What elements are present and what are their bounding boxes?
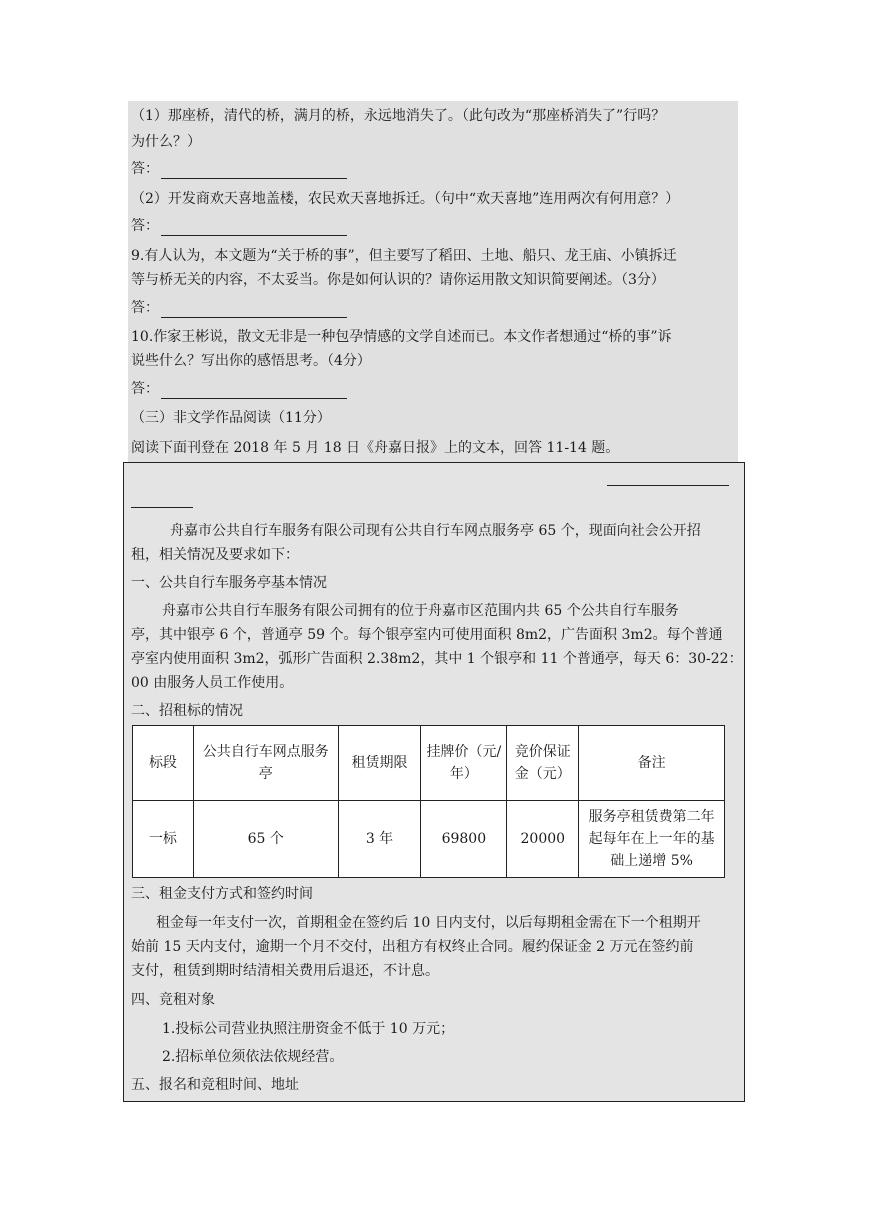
table-cell: 一标 — [133, 801, 194, 878]
reading-intro: 阅读下面刊登在 2018 年 5 月 18 日《舟嘉日报》上的文本，回答 11-14 题。 — [131, 440, 620, 456]
table-cell: 20000 — [507, 801, 579, 878]
answer-label: 答： — [131, 218, 159, 234]
table-header-cell: 挂牌价（元/年） — [421, 726, 507, 801]
question-2: （2）开发商欢天喜地盖楼，农民欢天喜地拆迁。（句中“欢天喜地”连用两次有何用意？） — [131, 191, 680, 207]
table-header-cell: 备注 — [579, 726, 725, 801]
article-box — [123, 462, 745, 1102]
question-9-line-1: 9.有人认为，本文题为“关于桥的事”，但主要写了稻田、土地、船只、龙王庙、小镇拆迁 — [131, 248, 677, 264]
answer-row-10[interactable] — [131, 379, 739, 399]
article-paragraph-3-line-3: 支付，租赁到期时结清相关费用后退还，不计息。 — [131, 963, 439, 979]
table-header-row — [133, 726, 725, 801]
article-paragraph-2-line-2: 亭，其中银亭 6 个，普通亭 59 个。每个银亭室内可使用面积 8m2，广告面积 3m2。每个普通 — [131, 627, 723, 643]
answer-label: 答： — [131, 300, 159, 316]
answer-blank[interactable] — [161, 164, 347, 179]
question-10-line-1: 10.作家王彬说，散文无非是一种包孕情感的文学自述而已。本文作者想通过“桥的事”诉 — [131, 329, 672, 345]
answer-label: 答： — [131, 161, 159, 177]
article-paragraph-3-line-1: 租金每一年支付一次，首期租金在签约后 10 日内支付，以后每期租金需在下一个租期开 — [156, 915, 701, 931]
table-cell: 服务亭租赁费第二年起每年在上一年的基础上递增 5% — [579, 801, 725, 878]
article-paragraph-1-line-1: 舟嘉市公共自行车服务有限公司现有公共自行车网点服务亭 65 个，现面向社会公开招 — [170, 523, 701, 539]
article-paragraph-2-line-1: 舟嘉市公共自行车服务有限公司拥有的位于舟嘉市区范围内共 65 个公共自行车服务 — [162, 603, 679, 619]
article-paragraph-3-line-2: 始前 15 天内支付，逾期一个月不交付，出租方有权终止合同。履约保证金 2 万元在签约前 — [131, 939, 694, 955]
answer-row-1[interactable] — [131, 159, 739, 179]
bidder-requirement-1: 1.投标公司营业执照注册资金不低于 10 万元； — [162, 1021, 455, 1037]
table-cell: 3 年 — [338, 801, 421, 878]
table-cell: 65 个 — [193, 801, 338, 878]
tender-table — [132, 725, 725, 878]
article-paragraph-2-line-3: 亭室内使用面积 3m2，弧形广告面积 2.38m2，其中 1 个银亭和 11 个普通亭，每天 6：30-22： — [131, 651, 743, 667]
answer-blank[interactable] — [161, 303, 347, 318]
answer-row-2[interactable] — [131, 216, 739, 236]
table-row — [133, 801, 725, 878]
table-header-cell: 租赁期限 — [338, 726, 421, 801]
table-header-cell: 竞价保证金（元） — [507, 726, 579, 801]
question-1-line-1: （1）那座桥，清代的桥，满月的桥，永远地消失了。（此句改为“那座桥消失了”行吗？ — [131, 108, 666, 124]
bidder-requirement-2: 2.招标单位须依法依规经营。 — [162, 1049, 344, 1065]
article-paragraph-1-line-2: 租，相关情况及要求如下： — [131, 547, 299, 563]
answer-blank[interactable] — [161, 384, 347, 399]
table-cell: 69800 — [421, 801, 507, 878]
heading-bidders: 四、竞租对象 — [131, 992, 215, 1008]
article-paragraph-2-line-4: 00 由服务人员工作使用。 — [131, 675, 294, 691]
heading-tender-info: 二、招租标的情况 — [131, 703, 243, 719]
table-header-cell: 公共自行车网点服务亭 — [193, 726, 338, 801]
table-header-cell: 标段 — [133, 726, 194, 801]
title-blank-line-continued — [131, 507, 193, 508]
heading-payment: 三、租金支付方式和签约时间 — [131, 886, 313, 902]
question-10-line-2: 说些什么？写出你的感悟思考。（4分） — [131, 353, 371, 369]
question-1-line-2: 为什么？） — [131, 134, 201, 150]
question-9-line-2: 等与桥无关的内容，不太妥当。你是如何认识的？请你运用散文知识简要阐述。（3分） — [131, 272, 665, 288]
answer-label: 答： — [131, 381, 159, 397]
title-blank-line — [607, 485, 729, 486]
heading-registration: 五、报名和竞租时间、地址 — [131, 1077, 299, 1093]
section-3-heading: （三）非文学作品阅读（11分） — [131, 410, 331, 426]
answer-row-9[interactable] — [131, 298, 739, 318]
heading-basic-info: 一、公共自行车服务亭基本情况 — [131, 575, 327, 591]
answer-blank[interactable] — [161, 221, 347, 236]
